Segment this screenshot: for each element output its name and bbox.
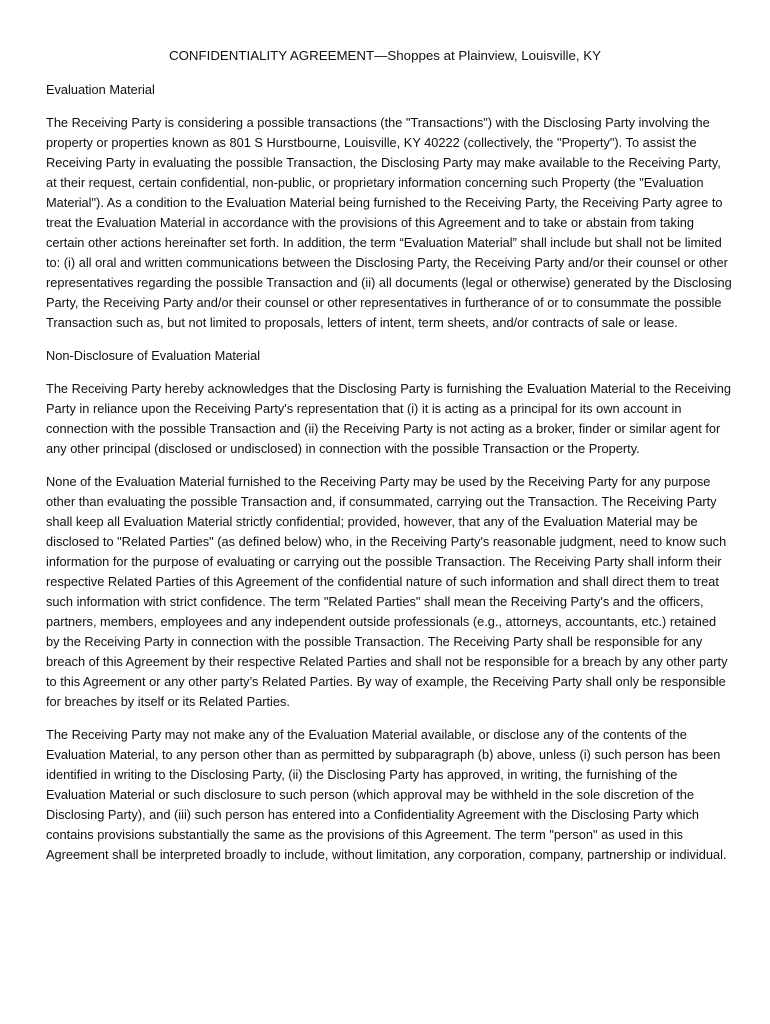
paragraph: The Receiving Party is considering a possible transactions (the "Transactions") with the Disclosing Party involving the property or properties known as 801 S Hurstbourne, Louisville, KY 40222 (collectively, the "Property"). To assist the Receiving Party in evaluating the possible Transaction, the Disclosing Party may make available to the Receiving Party, at their request, certain confidential, non-public, or proprietary information concerning such Property (the "Evaluation Material"). As a condition to the Evaluation Material being furnished to the Receiving Party, the Receiving Party agree to treat the Evaluation Material in accordance with the provisions of this Agreement and to take or abstain from taking certain other actions hereinafter set forth. In addition, the term “Evaluation Material” shall include but shall not be limited to: (i) all oral and written communications between the Disclosing Party, the Receiving Party and/or their counsel or other representatives regarding the possible Transaction and (ii) all documents (legal or otherwise) generated by the Disclosing Party, the Receiving Party and/or their counsel or other representatives in furtherance of or to consummate the possible Transaction such as, but not limited to proposals, letters of intent, term sheets, and/or contracts of sale or lease.: [46, 115, 732, 330]
section-non-disclosure: [46, 346, 732, 865]
document-body: [46, 80, 732, 878]
paragraph: The Receiving Party hereby acknowledges that the Disclosing Party is furnishing the Evaluation Material to the Receiving Party in reliance upon the Receiving Party's representation that (i) it is acting as a principal for its own account in connection with the possible Transaction and (ii) the Receiving Party is not acting as a broker, finder or similar agent for any other principal (disclosed or undisclosed) in connection with the possible Transaction or the Property.: [46, 381, 731, 456]
section-heading-evaluation-material: Evaluation Material: [46, 82, 155, 97]
document-title: CONFIDENTIALITY AGREEMENT—Shoppes at Plainview, Louisville, KY: [168, 48, 602, 63]
section-evaluation-material: [46, 80, 732, 333]
paragraph: The Receiving Party may not make any of the Evaluation Material available, or disclose any of the contents of the Evaluation Material, to any person other than as permitted by subparagraph (b) above, unless (i) such person has been identified in writing to the Disclosing Party, (ii) the Disclosing Party has approved, in writing, the furnishing of the Evaluation Material or such disclosure to such person (which approval may be withheld in the sole discretion of the Disclosing Party), and (iii) such person has entered into a Confidentiality Agreement with the Disclosing Party which contains provisions substantially the same as the provisions of this Agreement. The term "person" as used in this Agreement shall be interpreted broadly to include, without limitation, any corporation, company, partnership or individual.: [46, 727, 727, 862]
paragraph: None of the Evaluation Material furnished to the Receiving Party may be used by the Receiving Party for any purpose other than evaluating the possible Transaction and, if consummated, carrying out the Transaction. The Receiving Party shall keep all Evaluation Material strictly confidential; provided, however, that any of the Evaluation Material may be disclosed to "Related Parties" (as defined below) who, in the Receiving Party's reasonable judgment, need to know such information for the purpose of evaluating or carrying out the possible Transaction. The Receiving Party shall inform their respective Related Parties of this Agreement of the confidential nature of such information and shall direct them to treat such information with strict confidence. The term "Related Parties" shall mean the Receiving Party's and the officers, partners, members, employees and any independent outside professionals (e.g., attorneys, accountants, etc.) retained by the Receiving Party in connection with the possible Transaction. The Receiving Party shall be responsible for any breach of this Agreement by their respective Related Parties and shall not be responsible for a breach by any other party to this Agreement or any other party’s Related Parties. By way of example, the Receiving Party shall only be responsible for breaches by itself or its Related Parties.: [46, 474, 728, 709]
section-heading-non-disclosure: Non-Disclosure of Evaluation Material: [46, 348, 261, 363]
